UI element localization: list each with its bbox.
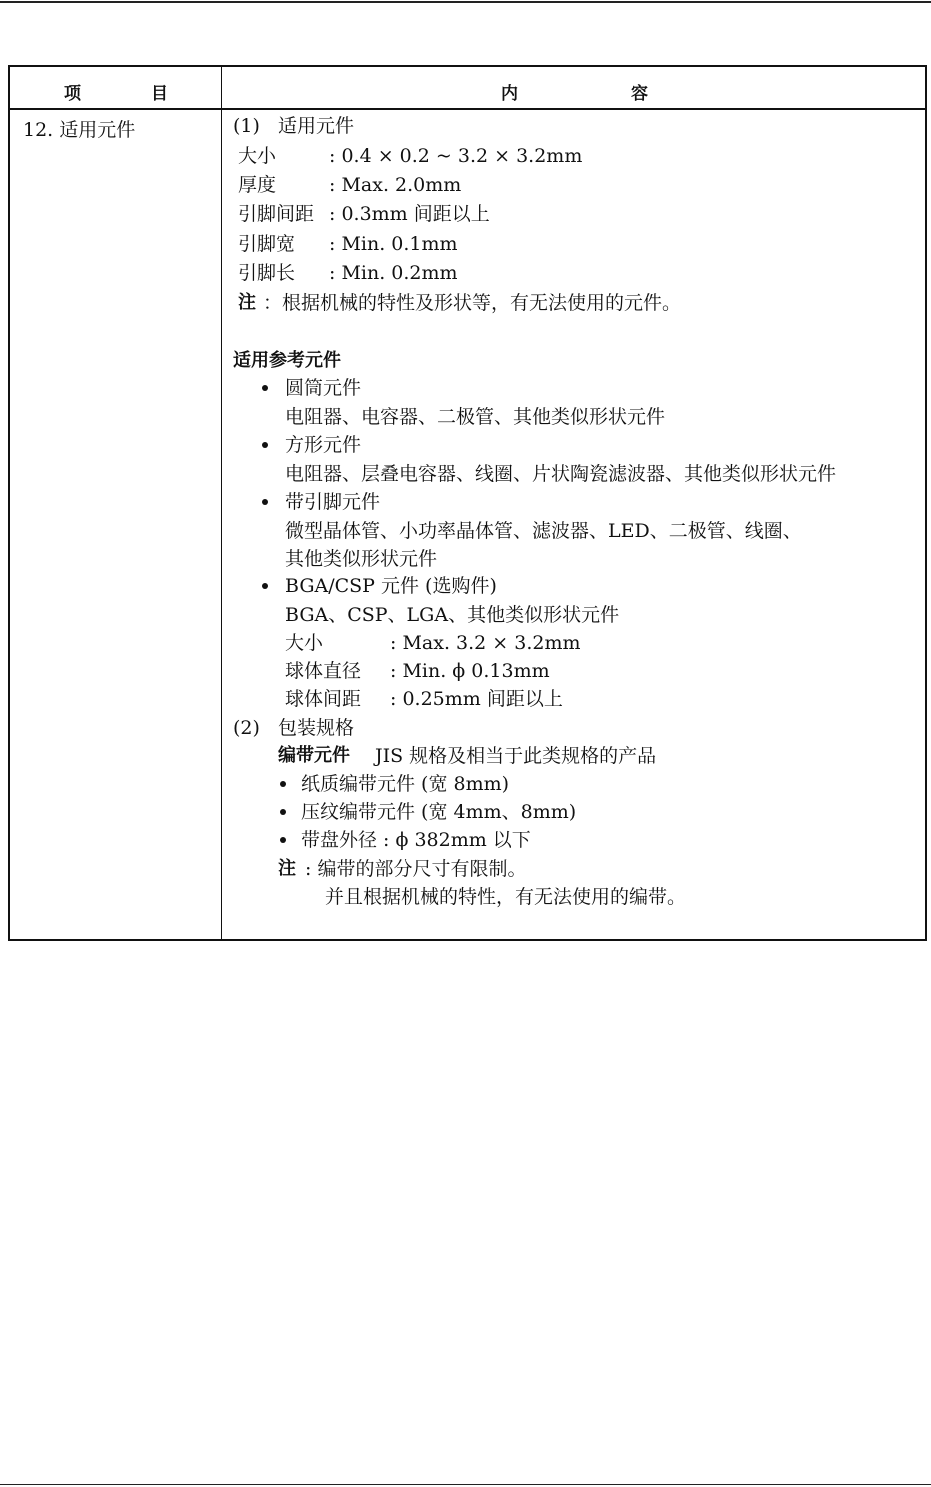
reference-title: 适用参考元件: [233, 350, 341, 371]
section1-number: (1): [233, 115, 260, 137]
note-label: 注: [278, 858, 296, 879]
bullet-dot: [262, 583, 268, 589]
group-line: BGA、CSP、LGA、其他类似形状元件: [285, 604, 620, 626]
bullet-dot: [280, 837, 286, 843]
bullet-dot: [280, 781, 286, 787]
spec-table: [8, 65, 927, 941]
tape-text: JIS 规格及相当于此类规格的产品: [375, 745, 657, 767]
group-name: 带引脚元件: [285, 491, 381, 513]
section2-number: (2): [233, 717, 260, 739]
bga-spec-label: 球体直径: [285, 660, 362, 682]
bullet-dot: [262, 499, 268, 505]
group-line: 电阻器、层叠电容器、线圈、片状陶瓷滤波器、其他类似形状元件: [285, 463, 837, 485]
bga-spec-value: : Max. 3.2 × 3.2mm: [390, 632, 581, 654]
group-line: 微型晶体管、小功率晶体管、滤波器、LED、二极管、线圈、: [285, 520, 802, 542]
section2-heading: 包装规格: [278, 717, 355, 739]
spec-value: : Min. 0.2mm: [329, 262, 458, 284]
tape-bullet: 纸质编带元件 (宽 8mm): [301, 773, 510, 795]
note-label: 注: [238, 292, 256, 313]
spec-label: 大小: [238, 145, 277, 167]
group-line: 其他类似形状元件: [285, 548, 438, 570]
header-content-char-1: 内: [501, 84, 518, 104]
spec-value: : 0.3mm 间距以上: [329, 203, 490, 225]
top-rule: [0, 1, 931, 3]
tape-bullet: 压纹编带元件 (宽 4mm、8mm): [301, 801, 577, 823]
group-line: 电阻器、电容器、二极管、其他类似形状元件: [285, 406, 666, 428]
bga-spec-label: 球体间距: [285, 688, 362, 710]
note-line: 并且根据机械的特性，有无法使用的编带。: [325, 886, 687, 908]
note-line: : 编带的部分尺寸有限制。: [305, 858, 527, 880]
bullet-dot: [262, 442, 268, 448]
item-label: 12. 适用元件: [23, 119, 136, 141]
bottom-rule: [0, 1484, 931, 1485]
content-cell: [233, 67, 925, 939]
spec-value: : Max. 2.0mm: [329, 174, 462, 196]
spec-label: 引脚宽: [238, 233, 296, 255]
spec-label: 厚度: [238, 174, 277, 196]
header-item-char-1: 项: [64, 84, 81, 104]
header-item-char-2: 目: [151, 84, 168, 104]
spec-value: : Min. 0.1mm: [329, 233, 458, 255]
group-name: BGA/CSP 元件 (选购件): [285, 575, 497, 597]
bullet-dot: [280, 809, 286, 815]
bga-spec-value: : Min. ϕ 0.13mm: [390, 660, 550, 682]
spec-label: 引脚间距: [238, 203, 315, 225]
column-divider: [221, 67, 222, 939]
section1-heading: 适用元件: [278, 115, 355, 137]
bullet-dot: [262, 385, 268, 391]
note-text: ：根据机械的特性及形状等，有无法使用的元件。: [263, 292, 682, 314]
group-name: 圆筒元件: [285, 377, 362, 399]
bga-spec-label: 大小: [285, 632, 324, 654]
bga-spec-value: : 0.25mm 间距以上: [390, 688, 563, 710]
group-name: 方形元件: [285, 434, 362, 456]
tape-bullet: 带盘外径 : ϕ 382mm 以下: [301, 829, 531, 851]
spec-label: 引脚长: [238, 262, 296, 284]
spec-value: : 0.4 × 0.2 ~ 3.2 × 3.2mm: [329, 145, 583, 167]
header-content-char-2: 容: [631, 84, 648, 104]
tape-label: 编带元件: [278, 745, 350, 766]
